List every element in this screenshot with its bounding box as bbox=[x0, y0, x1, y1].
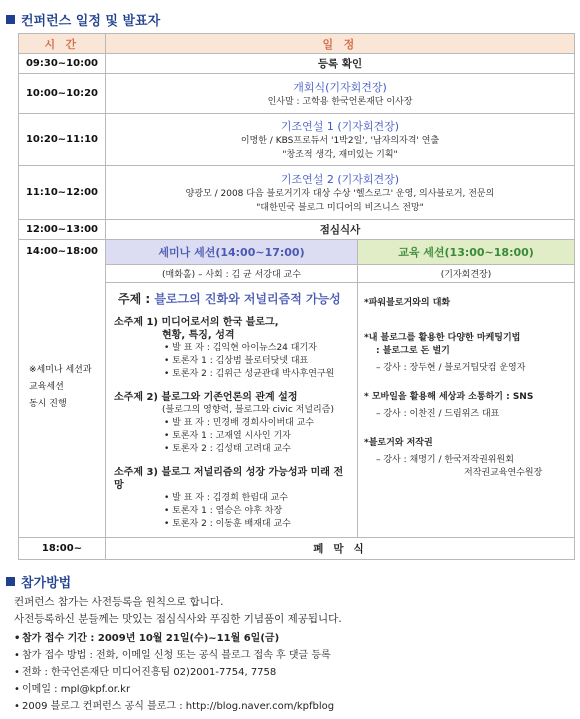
row-detail: 이명한 / KBS프로듀서 '1박2일', '남자의자격' 연출 bbox=[240, 135, 440, 146]
detail-line: • 토론자 1 : 염승은 야후 차장 bbox=[164, 506, 283, 516]
table-row bbox=[19, 74, 575, 114]
parallel-time-cell bbox=[19, 240, 106, 538]
list-item: • 참가 접수 기간 : 2009년 10월 21일(수)~11월 6일(금) bbox=[14, 630, 574, 647]
row-time: 09:30~10:00 bbox=[19, 54, 106, 74]
seminar-session-title: 세미나 세션(14:00~17:00) bbox=[106, 240, 358, 265]
row-title: 기조연설 2 (기자회견장) bbox=[280, 172, 400, 186]
seminar-theme bbox=[118, 293, 349, 306]
topic-title: 소주제 1) 미디어로서의 한국 블로그, bbox=[114, 317, 279, 328]
row-title: 폐 막 식 bbox=[106, 538, 575, 560]
square-bullet-icon bbox=[6, 15, 15, 24]
square-bullet-icon bbox=[6, 577, 15, 586]
topic-details bbox=[114, 492, 349, 531]
edu-item-title: *내 블로그를 활용한 다양한 마케팅기법 bbox=[364, 333, 521, 343]
education-session-title: 교육 세션(13:00~18:00) bbox=[358, 240, 575, 265]
list-item: • 2009 블로그 컨퍼런스 공식 블로그 : http://blog.naver.com/kpfblog bbox=[14, 698, 574, 715]
edu-item-detail: – 강사 : 이찬진 / 드림위즈 대표 bbox=[376, 409, 500, 419]
table-row bbox=[19, 54, 575, 74]
table-row bbox=[19, 114, 575, 166]
note-line: ※세미나 세션과 bbox=[29, 365, 92, 375]
seminar-session-sub: (매화홀) – 사회 : 김 균 서강대 교수 bbox=[106, 265, 358, 283]
theme-label: 주제 : bbox=[118, 292, 155, 306]
header-schedule: 일 정 bbox=[106, 34, 575, 54]
section-heading-schedule bbox=[6, 10, 160, 29]
registration-list bbox=[14, 630, 574, 715]
row-title: 기조연설 1 (기자회견장) bbox=[280, 119, 400, 133]
row-detail: 양광모 / 2008 다음 블로거기자 대상 수상 '헬스로그' 운영, 의사블로거, 전문의 bbox=[185, 188, 495, 199]
detail-line: • 토론자 2 : 김성태 고려대 교수 bbox=[164, 444, 291, 454]
section-title: 컨퍼런스 일정 및 발표자 bbox=[21, 14, 161, 29]
education-session-sub: (기자회견장) bbox=[358, 265, 575, 283]
list-item: • 이메일 : mpl@kpf.or.kr bbox=[14, 681, 574, 698]
detail-line: • 발 표 자 : 민경배 경희사이버대 교수 bbox=[164, 418, 315, 428]
edu-item-title: *파워블로거와의 대화 bbox=[364, 298, 451, 308]
row-title: 개회식(기자회견장) bbox=[293, 80, 387, 94]
paragraph-line: 사전등록하신 분들께는 맛있는 점심식사와 푸짐한 기념품이 제공됩니다. bbox=[14, 613, 342, 625]
row-detail: 인사말 : 고학용 한국언론재단 이사장 bbox=[267, 96, 413, 107]
list-item: • 참가 접수 방법 : 전화, 이메일 신청 또는 공식 블로그 접속 후 댓글 등록 bbox=[14, 647, 574, 664]
row-time: 10:00~10:20 bbox=[19, 74, 106, 114]
theme-value: 블로그의 진화와 저널리즘적 가능성 bbox=[154, 292, 341, 306]
registration-info bbox=[14, 594, 574, 715]
detail-line: • 토론자 2 : 김위근 성균관대 박사후연구원 bbox=[164, 369, 335, 379]
section-title: 참가방법 bbox=[21, 576, 72, 591]
detail-line: • 발 표 자 : 김익현 아이뉴스24 대기자 bbox=[164, 343, 317, 353]
edu-item-title: *블로거와 저작권 bbox=[364, 438, 433, 448]
row-time: 10:20~11:10 bbox=[19, 114, 106, 166]
row-title: 점심식사 bbox=[106, 220, 575, 240]
note-line: 동시 진행 bbox=[29, 399, 67, 409]
schedule-table bbox=[18, 33, 575, 560]
row-detail: "창조적 생각, 재미있는 기획" bbox=[282, 149, 398, 160]
topic-title: 소주제 3) 블로그 저널리즘의 성장 가능성과 미래 전망 bbox=[114, 467, 344, 491]
detail-line: • 토론자 1 : 김상범 블로터닷넷 대표 bbox=[164, 356, 309, 366]
row-time: 18:00~ bbox=[19, 538, 106, 560]
edu-item-title: * 모바일을 활용해 세상과 소통하기 : SNS bbox=[364, 392, 534, 402]
topic-title: 소주제 2) 블로그와 기존언론의 관계 설정 bbox=[114, 392, 298, 403]
edu-item-detail-cont: 저작권교육연수원장 bbox=[464, 468, 543, 478]
table-row bbox=[19, 538, 575, 560]
row-time: 14:00~18:00 bbox=[25, 246, 99, 257]
row-time: 12:00~13:00 bbox=[19, 220, 106, 240]
edu-item-detail: – 강사 : 채명기 / 한국저작권위원회 bbox=[376, 455, 514, 465]
paragraph-line: 컨퍼런스 참가는 사전등록을 원칙으로 합니다. bbox=[14, 596, 224, 608]
topic-sub: (블로그의 영향력, 블로그와 civic 저널리즘) bbox=[162, 405, 334, 415]
topic-details bbox=[114, 417, 349, 456]
parallel-note bbox=[19, 362, 105, 413]
edu-item-title-cont: : 블로그로 돈 벌기 bbox=[376, 346, 450, 356]
row-time: 11:10~12:00 bbox=[19, 166, 106, 220]
row-title: 등록 확인 bbox=[106, 54, 575, 74]
table-row bbox=[19, 240, 575, 265]
table-row bbox=[19, 220, 575, 240]
topic-title-cont: 현황, 특징, 성격 bbox=[162, 330, 235, 341]
list-item: • 전화 : 한국언론재단 미디어진흥팀 02)2001-7754, 7758 bbox=[14, 664, 574, 681]
note-line: 교육세션 bbox=[29, 382, 64, 392]
education-content bbox=[358, 283, 575, 538]
edu-item-detail: – 강사 : 장두현 / 블로거팁닷컴 운영자 bbox=[376, 363, 526, 373]
detail-line: • 토론자 2 : 이동훈 배재대 교수 bbox=[164, 519, 291, 529]
seminar-content bbox=[106, 283, 358, 538]
table-row bbox=[19, 166, 575, 220]
topic-details bbox=[114, 342, 349, 381]
header-time: 시 간 bbox=[19, 34, 106, 54]
section-heading-registration bbox=[6, 572, 71, 591]
table-header-row bbox=[19, 34, 575, 54]
detail-line: • 발 표 자 : 김경희 한림대 교수 bbox=[164, 493, 289, 503]
row-detail: "대한민국 블로그 미디어의 비즈니스 전망" bbox=[256, 202, 424, 213]
detail-line: • 토론자 1 : 고재열 시사인 기자 bbox=[164, 431, 291, 441]
